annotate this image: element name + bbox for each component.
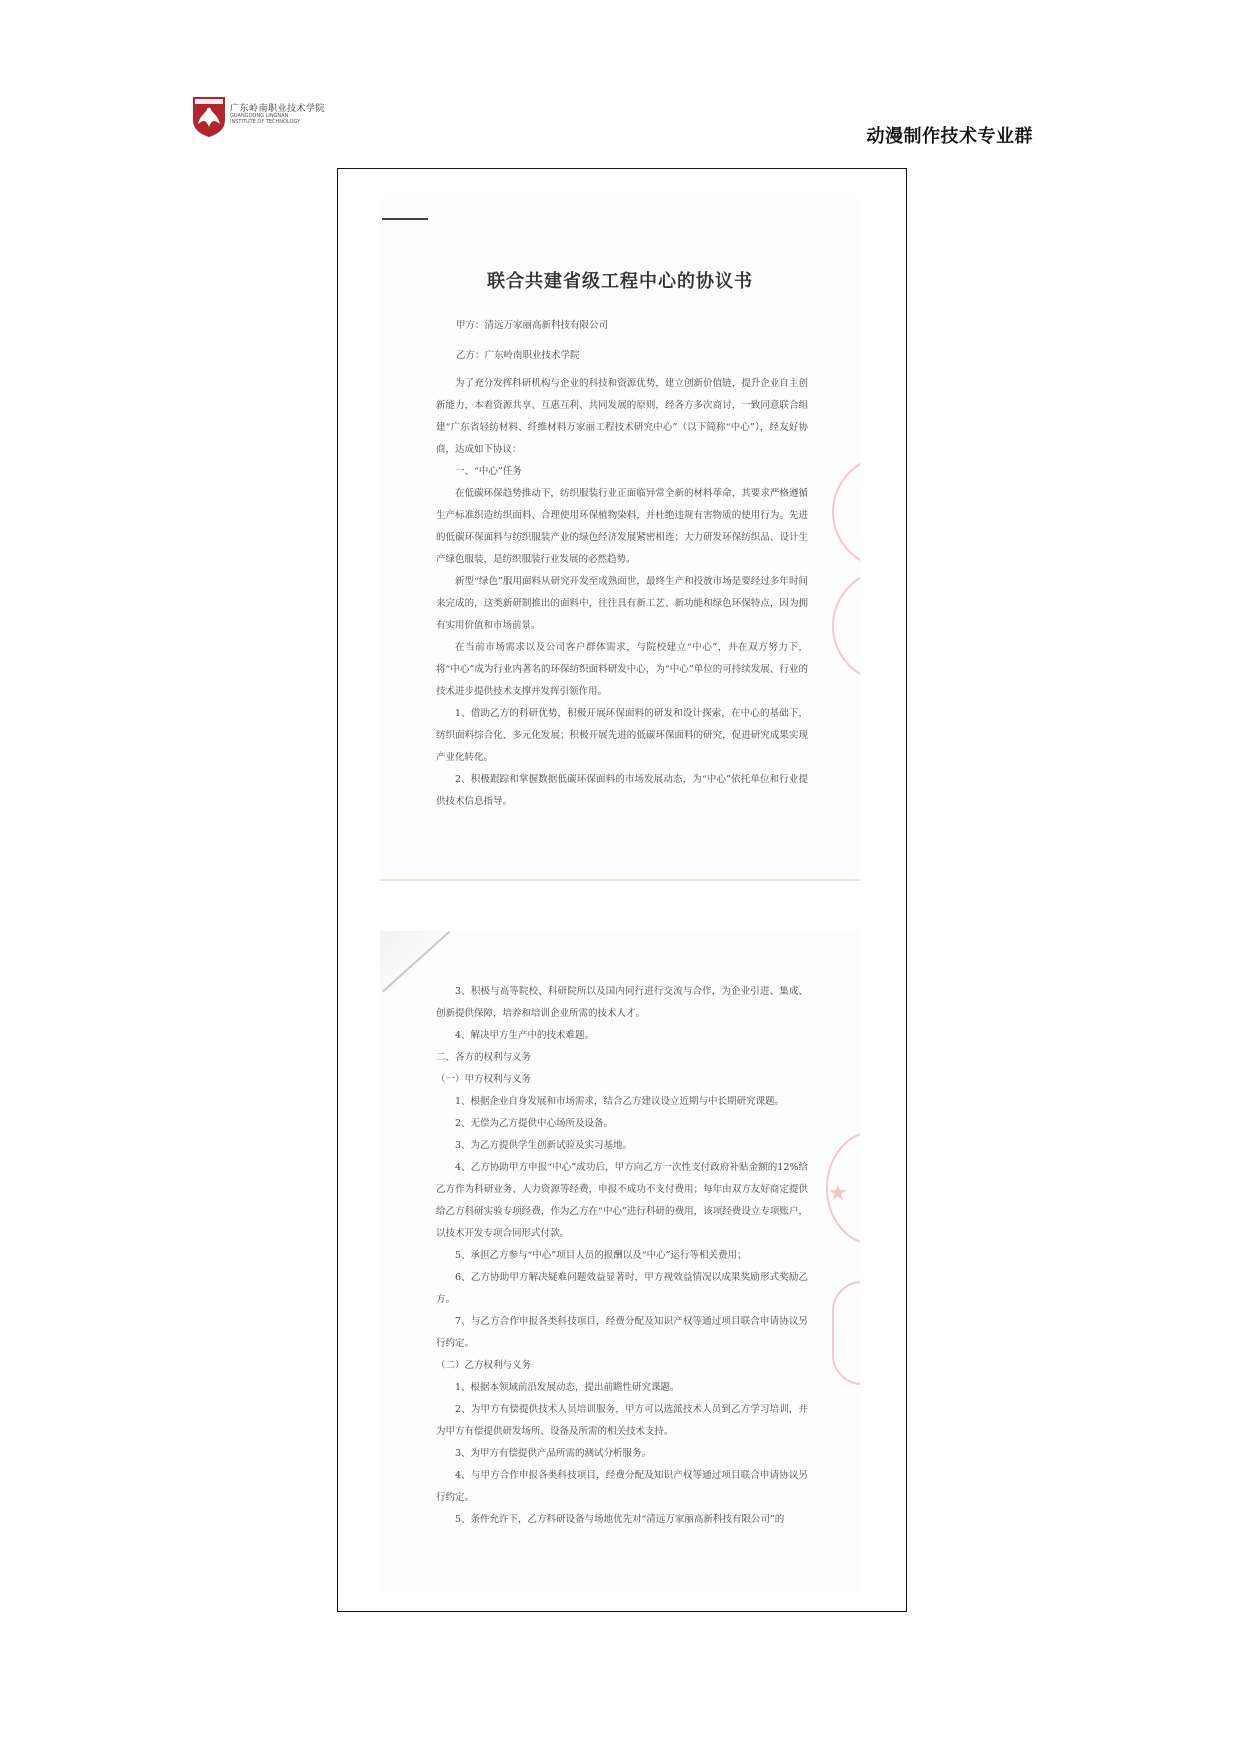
paragraph: 7、与乙方合作申报各类科技项目，经费分配及知识产权等通过项目联合申请协议另行约定。 xyxy=(436,1316,808,1349)
paragraph: 1、根据本领域前沿发展动态，提出前瞻性研究课题。 xyxy=(455,1382,680,1393)
paragraph: 1、借助乙方的科研优势，积极开展环保面料的研发和设计探索，在中心的基础下，纺织面料综合化、多元化发展；积极开展先进的低碳环保面料的研究，促进研究成果实现产业化转化。 xyxy=(436,708,808,763)
red-seal-stamp xyxy=(832,455,860,569)
paragraph: 2、为甲方有偿提供技术人员培训服务，甲方可以选派技术人员到乙方学习培训，并为甲方有偿提供研发场所、设备及所需的相关技术支持。 xyxy=(436,1404,808,1437)
institute-name-en xyxy=(230,113,300,125)
paragraph: 4、乙方协助甲方申报“中心”成功后，甲方向乙方一次性支付政府补贴金额的12%给乙方作为科研业务、人力资源等经费，申报不成功不支付费用；每年由双方友好商定提供给乙方科研实验专项经费，作为乙方在“中心”进行科研的费用，该项经费设立专项账户，以技术开发专项合同形式付款。 xyxy=(436,1162,808,1239)
party-b: 乙方：广东岭南职业技术学院 xyxy=(456,350,580,361)
agreement-title: 联合共建省级工程中心的协议书 xyxy=(487,271,753,292)
institute-name-en-line2: INSTITUTE OF TECHNOLOGY xyxy=(230,119,301,125)
paragraph: 1、根据企业自身发展和市场需求，结合乙方建议设立近期与中长期研究课题。 xyxy=(455,1096,785,1107)
paragraph: 3、积极与高等院校、科研院所以及国内同行进行交流与合作，为企业引进、集成、创新提供保障，培养和培训企业所需的技术人才。 xyxy=(436,986,808,1019)
paragraph: 4、与甲方合作申报各类科技项目，经费分配及知识产权等通过项目联合申请协议另行约定。 xyxy=(436,1470,808,1503)
scanned-page-1 xyxy=(380,197,860,881)
paragraph: 5、承担乙方参与“中心”项目人员的报酬以及“中心”运行等相关费用； xyxy=(455,1250,747,1261)
paragraph: 为了充分发挥科研机构与企业的科技和资源优势，建立创新价值链，提升企业自主创新能力，本着资源共享、互惠互利、共同发展的原则，经各方多次商讨，一致同意联合组建“广东省轻纺材料、纤维材料万家丽工程技术研究中心”（以下简称“中心”），经友好协商，达成如下协议： xyxy=(436,378,808,455)
scan-mark xyxy=(382,218,428,220)
section-heading: 一、“中心”任务 xyxy=(455,466,522,477)
institute-name-en-line1: GUANGDONG LINGNAN xyxy=(230,113,289,119)
paragraph: 2、无偿为乙方提供中心场所及设备。 xyxy=(455,1118,614,1129)
subsection-heading: （一）甲方权利与义务 xyxy=(436,1074,532,1085)
scanned-document-frame xyxy=(337,168,907,1612)
paragraph: 新型“绿色”服用面料从研究开发至成熟面世，最终生产和投放市场是要经过多年时间来完成的，这类新研制推出的面料中，往往具有新工艺、新功能和绿色环保特点，因为拥有实用价值和市场前景。 xyxy=(436,576,808,631)
red-seal-stamp xyxy=(832,569,860,683)
paragraph: 2、积极跟踪和掌握数据低碳环保面料的市场发展动态，为“中心”依托单位和行业提供技术信息指导。 xyxy=(436,774,808,807)
section-heading: 二、各方的权利与义务 xyxy=(436,1052,532,1063)
scanned-page-2 xyxy=(380,931,860,1591)
paragraph: 在当前市场需求以及公司客户群体需求，与院校建立“中心”，并在双方努力下，将“中心”成为行业内著名的环保纺织面料研发中心，为“中心”单位的可持续发展、行业的技术进步提供技术支撑并发挥引领作用。 xyxy=(436,642,808,697)
paragraph: 5、条件允许下，乙方科研设备与场地优先对“清远万家丽高新科技有限公司”的 xyxy=(455,1514,785,1525)
paragraph: 3、为乙方提供学生创新试验及实习基地。 xyxy=(455,1140,633,1151)
paragraph: 3、为甲方有偿提供产品所需的测试分析服务。 xyxy=(455,1448,652,1459)
paragraph: 6、乙方协助甲方解决疑难问题效益显著时，甲方视效益情况以成果奖励形式奖励乙方。 xyxy=(436,1272,808,1305)
paragraph: 4、解决甲方生产中的技术难题。 xyxy=(455,1030,595,1041)
party-a: 甲方：清远万家丽高新科技有限公司 xyxy=(456,320,609,331)
department-title: 动漫制作技术专业群 xyxy=(866,126,1033,147)
page-fold-corner xyxy=(380,931,440,991)
paragraph: 在低碳环保趋势推动下，纺织服装行业正面临异常全新的材料革命，其要求严格遵循生产标准织造纺织面料、合理使用环保植物染料，并杜绝违规有害物质的使用行为。先进的低碳环保面料与纺织服装产业的绿色经济发展紧密相连；大力研发环保纺织品、设计生产绿色服装，是纺织服装行业发展的必然趋势。 xyxy=(436,488,808,565)
shield-emblem-icon xyxy=(192,94,226,138)
institute-name-cn: 广东岭南职业技术学院 xyxy=(230,104,326,114)
red-seal-stamp-partial xyxy=(832,1281,860,1385)
subsection-heading: （二）乙方权利与义务 xyxy=(436,1360,532,1371)
institute-logo xyxy=(192,94,342,140)
seal-star-icon: ★ xyxy=(828,1181,848,1206)
